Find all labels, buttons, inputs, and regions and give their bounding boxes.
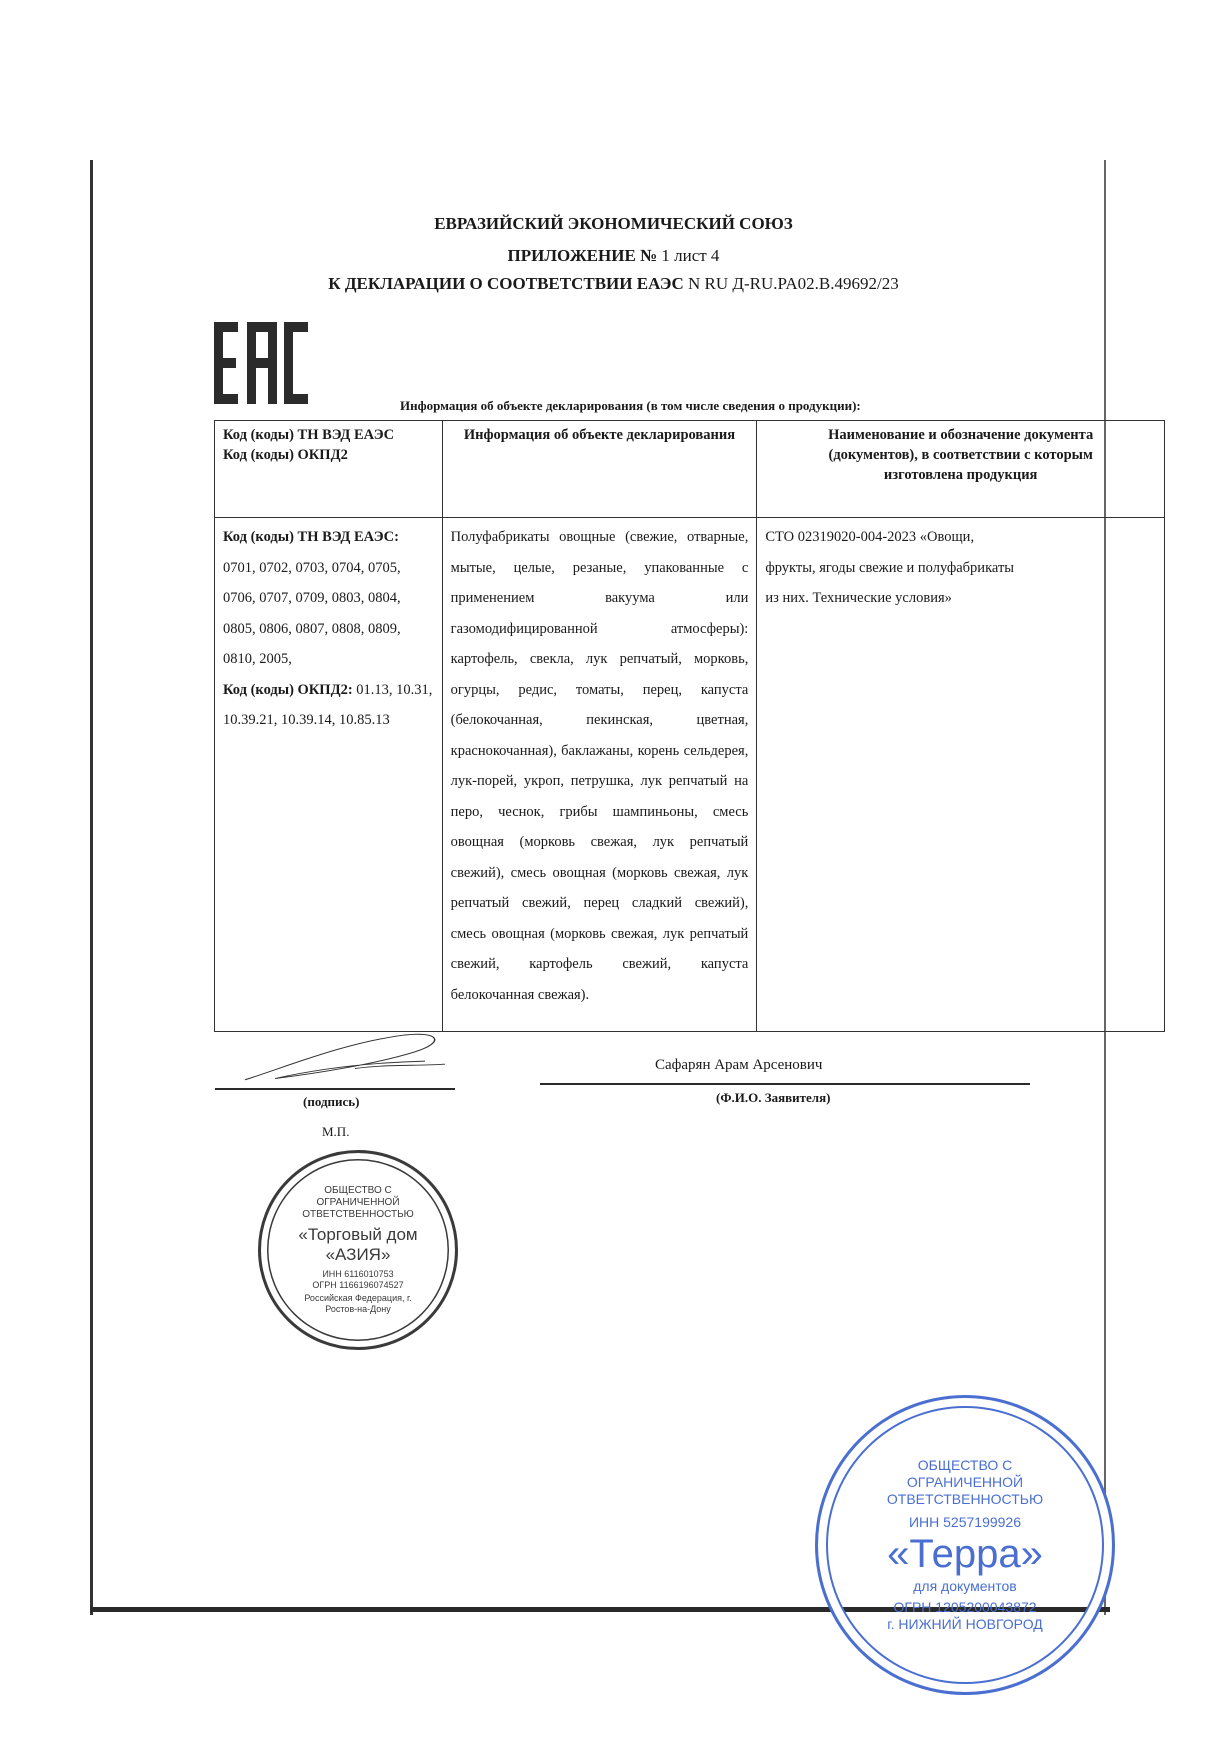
signature-label: (подпись): [303, 1094, 360, 1109]
copy-stamp-name: «Терра»: [887, 1532, 1043, 1577]
tnved-codes: 0701, 0702, 0703, 0704, 0705, 0706, 0707, 0709, 0803, 0804, 0805, 0806, 0807, 0808, 0809, 0810, 2005,: [223, 559, 401, 667]
signature-line: [215, 1088, 455, 1090]
copy-stamp: [815, 1395, 1115, 1695]
left-border-line: [90, 160, 93, 1615]
company-stamp-ring-top: ОБЩЕСТВО С ОГРАНИЧЕННОЙ ОТВЕТСТВЕННОСТЬЮ: [302, 1185, 414, 1221]
company-stamp-name-line2: «АЗИЯ»: [325, 1245, 391, 1265]
company-stamp-ring-bottom: Российская Федерация, г. Ростов-на-Дону: [304, 1293, 412, 1315]
applicant-name: Сафарян Арам Арсенович: [655, 1057, 823, 1073]
company-stamp-name-line1: «Торговый дом: [298, 1225, 418, 1245]
tnved-label: Код (коды) ТН ВЭД ЕАЭС:: [223, 529, 399, 545]
cell-standard: СТО 02319020-004-2023 «Овощи, фрукты, ягоды свежие и полуфабрикаты из них. Технические условия»: [757, 518, 1165, 1032]
okpd-codes: 01.13, 10.31, 10.39.21, 10.39.14, 10.85.13: [223, 681, 433, 728]
cell-codes: [215, 518, 443, 1032]
copy-stamp-city: г. НИЖНИЙ НОВГОРОД: [887, 1615, 1043, 1632]
appendix-label: ПРИЛОЖЕНИЕ №: [507, 246, 658, 265]
declaration-table: [214, 420, 1165, 1032]
copy-stamp-ogrn: ОГРН 1205200043872: [893, 1599, 1037, 1616]
declaration-title: [0, 274, 1227, 294]
applicant-line: [540, 1083, 1030, 1085]
applicant-label: (Ф.И.О. Заявителя): [716, 1090, 831, 1105]
table-row: [215, 518, 1165, 1032]
copy-stamp-inn: ИНН 5257199926: [908, 1513, 1022, 1530]
header-codes: [215, 421, 443, 518]
union-title: ЕВРАЗИЙСКИЙ ЭКОНОМИЧЕСКИЙ СОЮЗ: [434, 214, 793, 233]
cell-description: Полуфабрикаты овощные (свежие, отварные, мытые, целые, резаные, упакованные с применением вакуума или газомодифицированной атмосферы): картофель, свекла, лук репчатый, морковь, огурцы, редис, томаты, перец, капуста (белокочанная, пекинская, цветная, краснокочанная), баклажаны, корень сельдерея, лук-порей, укроп, петрушка, лук репчатый на перо, чеснок, грибы шампиньоны, смесь овощная (морковь свежая, лук репчатый свежий), смесь овощная (морковь свежая, лук репчатый свежий, перец сладкий свежий), смесь овощная (морковь свежая, лук репчатый свежий, картофель свежий, капуста белокочанная свежая).: [442, 518, 757, 1032]
seal-label: М.П.: [322, 1124, 350, 1139]
appendix-sheet: 1 лист 4: [661, 246, 720, 265]
handwritten-signature: [215, 1030, 455, 1086]
header-standard: Наименование и обозначение документа (документов), в соответствии с которым изготовлена продукция: [757, 421, 1165, 518]
table-caption: Информация об объекте декларирования (в том числе сведения о продукции):: [400, 398, 861, 413]
appendix-title: [0, 246, 1227, 266]
copy-stamp-sub: для документов: [913, 1578, 1017, 1595]
declaration-label: К ДЕКЛАРАЦИИ О СООТВЕТСТВИИ ЕАЭС: [328, 274, 684, 293]
copy-stamp-ring-top: ОБЩЕСТВО С ОГРАНИЧЕННОЙ ОТВЕТСТВЕННОСТЬЮ: [886, 1457, 1044, 1507]
header-tnved: Код (коды) ТН ВЭД ЕАЭС: [223, 427, 395, 443]
header-object-info: Информация об объекте декларирования: [442, 421, 757, 518]
header-okpd: Код (коды) ОКПД2: [223, 447, 348, 463]
company-stamp: [258, 1150, 458, 1350]
declaration-number: N RU Д-RU.PA02.B.49692/23: [688, 274, 899, 293]
okpd-label: Код (коды) ОКПД2:: [223, 681, 353, 698]
company-stamp-ogrn: ОГРН 1166196074527: [312, 1279, 404, 1290]
eac-logo: [214, 322, 308, 404]
table-header-row: [215, 421, 1165, 518]
company-stamp-inn: ИНН 6116010753: [322, 1268, 394, 1279]
